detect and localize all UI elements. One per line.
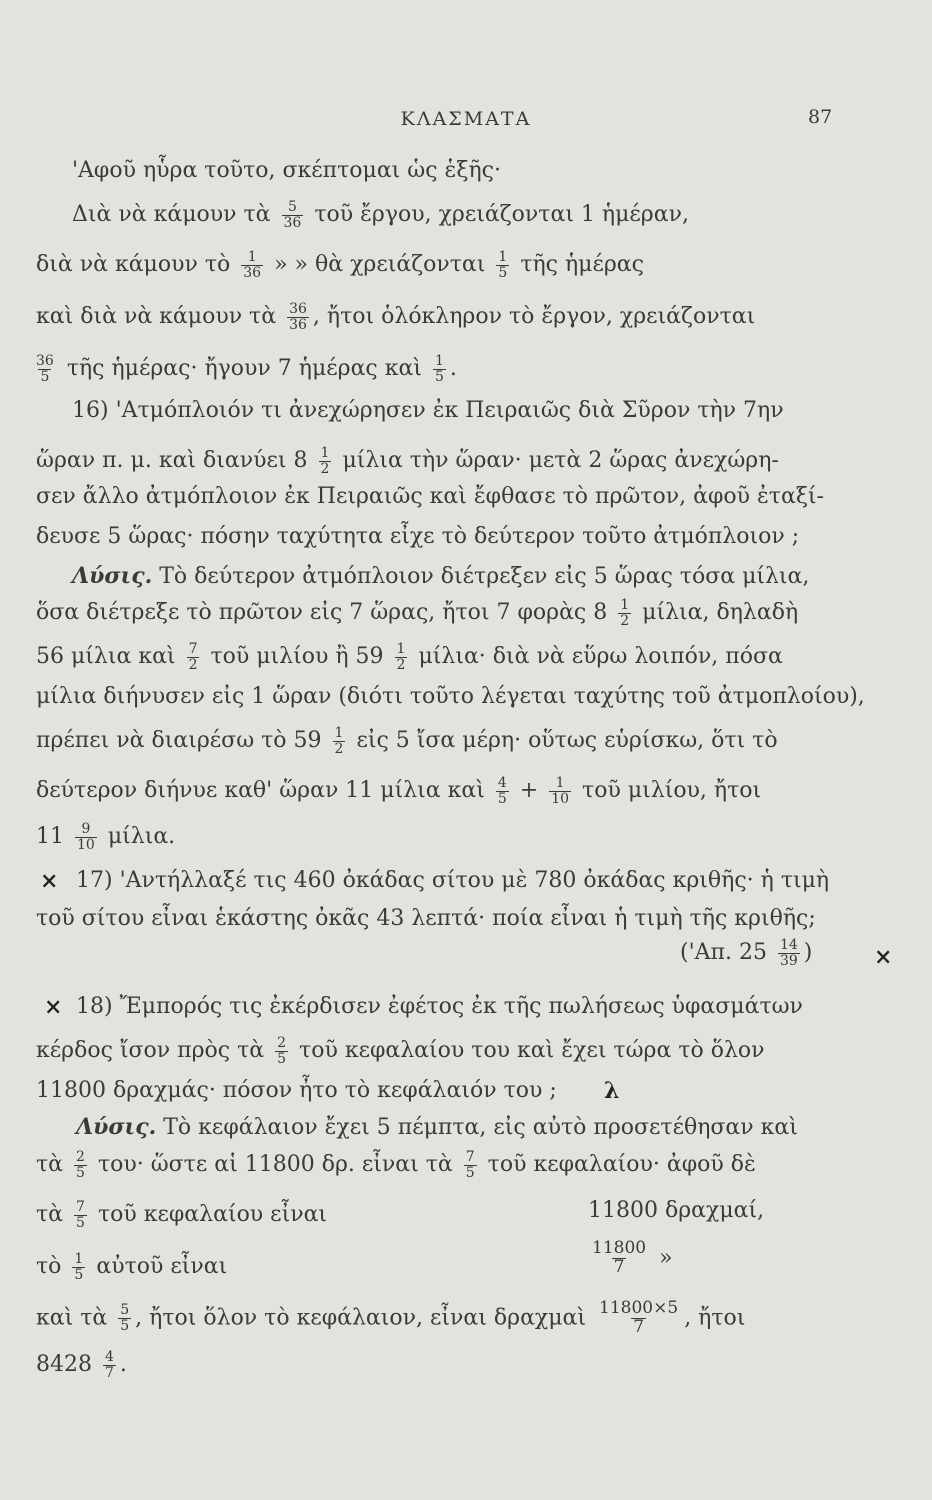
fraction-numerator: 1 [334, 725, 344, 741]
text-run: + [512, 778, 546, 804]
fraction-numerator: 1 [434, 353, 444, 369]
margin-cross-mark: × [44, 994, 63, 1020]
text-line [36, 908, 816, 930]
text-run: μίλια διήνυσεν εἰς 1 ὥραν (διότι τοῦτο λέγεται ταχύτης τοῦ ἀτμοπλοίου), [36, 684, 865, 709]
fraction-denominator: 36 [289, 316, 307, 333]
text-run: τῆς ἡμέρας [513, 252, 644, 278]
text-run: τοῦ μιλίου ἢ 59 [203, 644, 391, 670]
fraction-numerator: 1 [247, 249, 257, 265]
fraction [496, 250, 509, 280]
text-run: . [119, 1352, 127, 1378]
fraction-denominator: 2 [188, 656, 198, 673]
text-run: τὰ [36, 1202, 71, 1228]
fraction [395, 642, 408, 672]
fraction [597, 1300, 680, 1337]
text-run: , ἤτοι ὅλον τὸ κεφάλαιον, εἶναι δραχμαὶ [135, 1305, 594, 1331]
text-run: εἰς 5 ἴσα μέρη· οὕτως εὑρίσκω, ὅτι τὸ [349, 728, 778, 754]
fraction-denominator: 10 [551, 790, 570, 807]
text-line [72, 200, 689, 230]
fraction [778, 938, 800, 968]
text-line [36, 1036, 765, 1066]
text-run: Διὰ νὰ κάμουν τὰ [72, 202, 278, 228]
fraction-numerator: 7 [465, 1149, 475, 1165]
text-run: τοῦ κεφαλαίου του καὶ ἔχει τώρα τὸ ὅλον [292, 1038, 765, 1064]
fraction-numerator: 1 [498, 249, 508, 265]
fraction-numerator: 36 [36, 353, 54, 369]
fraction-denominator: 10 [77, 836, 95, 853]
text-run: τοῦ μιλίου, ἤτοι [575, 778, 762, 804]
text-run: τοῦ κεφαλαίου εἶναι [90, 1202, 328, 1228]
fraction [72, 1252, 85, 1282]
fraction [496, 776, 509, 806]
text-line [36, 1080, 557, 1102]
text-line [36, 686, 865, 708]
text-line [680, 938, 812, 968]
text-run: καὶ τὰ [36, 1305, 115, 1331]
fraction [118, 1303, 131, 1333]
fraction-denominator: 5 [434, 368, 444, 385]
fraction [464, 1150, 477, 1180]
text-run: . [449, 356, 457, 382]
fraction-numerator: 2 [76, 1149, 85, 1165]
text-run: 11800 δραχμαί, [588, 1198, 765, 1223]
text-line [36, 526, 799, 548]
text-run: τὸ [36, 1254, 69, 1280]
fraction-denominator: 2 [334, 740, 344, 757]
fraction-denominator: 7 [104, 1364, 114, 1381]
fraction-numerator: 1 [320, 445, 330, 461]
text-run: , ἤτοι ὁλόκληρον τὸ ἔργον, χρειάζονται [312, 304, 756, 330]
margin-cross-mark: × [40, 868, 59, 894]
text-run: μίλια· διὰ νὰ εὕρω λοιπόν, πόσα [411, 644, 783, 670]
fraction [282, 200, 304, 230]
text-line [36, 822, 175, 852]
fraction [34, 354, 56, 384]
text-run: τῆς ἡμέρας· ἤγουν 7 ἡμέρας καὶ [59, 356, 429, 382]
text-line [36, 1200, 327, 1230]
fraction-numerator: 1 [396, 641, 406, 657]
text-line [36, 250, 644, 280]
fraction-numerator: 7 [188, 641, 198, 657]
fraction-denominator: 7 [613, 1256, 625, 1277]
text-line [76, 996, 803, 1018]
text-run: τοῦ ἔργου, χρειάζονται 1 ἡμέραν, [307, 202, 689, 228]
fraction [74, 1200, 87, 1230]
text-run: τοῦ σίτου εἶναι ἑκάστης ὀκᾶς 43 λεπτά· ποία εἶναι ἡ τιμὴ τῆς κριθῆς; [36, 906, 816, 931]
text-run: πρέπει νὰ διαιρέσω τὸ 59 [36, 728, 329, 754]
text-line [36, 302, 755, 332]
fraction-numerator: 36 [289, 301, 307, 317]
text-run: μίλια τὴν ὥραν· μετὰ 2 ὥρας ἀνεχώρη- [335, 448, 779, 474]
text-run: Τὸ κεφάλαιον ἔχει 5 πέμπτα, εἰς αὐτὸ προσετέθησαν καὶ [156, 1115, 798, 1140]
fraction-numerator: 1 [74, 1251, 84, 1267]
text-line [36, 642, 783, 672]
text-run: 18) Ἔμπορός τις ἐκέρδισεν ἐφέτος ἐκ τῆς πωλήσεως ὑφασμάτων [76, 994, 803, 1019]
fraction [433, 354, 446, 384]
fraction [333, 726, 346, 756]
text-run: κέρδος ἴσον πρὸς τὰ [36, 1038, 272, 1064]
text-line [36, 1252, 227, 1282]
fraction-numerator: 4 [104, 1349, 114, 1365]
margin-mark: λ [604, 1078, 620, 1104]
fraction [187, 642, 200, 672]
fraction [75, 822, 97, 852]
text-line [586, 1240, 673, 1277]
text-line [36, 1350, 127, 1380]
fraction-denominator: 5 [76, 1214, 85, 1231]
fraction-numerator: 4 [497, 775, 507, 791]
fraction [74, 1150, 87, 1180]
fraction-numerator: 7 [76, 1199, 85, 1215]
text-line [36, 726, 778, 756]
fraction-denominator: 5 [497, 790, 507, 807]
fraction-denominator: 5 [120, 1317, 130, 1334]
text-line [72, 565, 809, 588]
text-run: τὰ [36, 1152, 71, 1178]
fraction-numerator: 2 [277, 1035, 287, 1051]
fraction-numerator: 5 [120, 1302, 130, 1319]
running-title: ΚΛΑΣΜΑΤΑ [400, 108, 532, 130]
text-run: 56 μίλια καὶ [36, 644, 183, 670]
fraction-denominator: 5 [498, 264, 508, 281]
text-run: ) [803, 940, 813, 966]
text-line [36, 446, 779, 476]
text-run: 'Αφοῦ ηὗρα τοῦτο, σκέπτομαι ὡς ἑξῆς· [72, 158, 501, 183]
text-run: Τὸ δεύτερον ἀτμόπλοιον διέτρεξεν εἰς 5 ὥρας τόσα μίλια, [152, 564, 810, 589]
fraction [618, 598, 631, 628]
text-line [588, 1200, 764, 1222]
fraction-numerator: 11800×5 [599, 1298, 679, 1318]
fraction-denominator: 2 [396, 656, 406, 673]
fraction-denominator: 7 [633, 1316, 645, 1337]
text-run: σεν ἄλλο ἀτμόπλοιον ἐκ Πειραιῶς καὶ ἔφθασε τὸ πρῶτον, ἀφοῦ ἐταξί- [36, 484, 824, 509]
page-number: 87 [808, 106, 833, 128]
text-line [76, 870, 829, 892]
text-run: δευσε 5 ὥρας· πόσην ταχύτητα εἶχε τὸ δεύτερον τοῦτο ἀτμόπλοιον ; [36, 524, 800, 549]
fraction-numerator: 5 [287, 199, 297, 215]
text-run: 17) 'Αντήλλαξέ τις 460 ὀκάδας σίτου μὲ 780 ὀκάδας κριθῆς· ἡ τιμὴ [76, 868, 830, 893]
text-line [36, 1150, 756, 1180]
text-run: δεύτερον διήνυε καθ' ὥραν 11 μίλια καὶ [36, 778, 492, 804]
fraction-denominator: 36 [243, 264, 262, 281]
text-run: , ἤτοι [684, 1305, 746, 1331]
text-run: 11800 δραχμάς· πόσον ἦτο τὸ κεφάλαιόν του ; [36, 1078, 557, 1103]
fraction [275, 1036, 288, 1066]
fraction [103, 1350, 116, 1380]
fraction-denominator: 5 [74, 1266, 84, 1283]
fraction-denominator: 5 [465, 1164, 475, 1181]
text-run: μίλια, δηλαδὴ [635, 600, 799, 626]
text-line [72, 400, 784, 422]
fraction-denominator: 2 [620, 612, 630, 629]
fraction-denominator: 2 [320, 460, 330, 477]
text-run: μίλια. [100, 824, 176, 850]
solution-label: Λύσις. [76, 1114, 157, 1140]
text-run: 11 [36, 824, 71, 850]
text-line [36, 598, 798, 628]
fraction [287, 302, 309, 332]
text-run: καὶ διὰ νὰ κάμουν τὰ [36, 304, 284, 330]
fraction-numerator: 14 [779, 937, 798, 953]
fraction [549, 776, 571, 806]
fraction-numerator: 1 [620, 597, 630, 613]
text-run: ὥραν π. μ. καὶ διανύει 8 [36, 448, 315, 474]
fraction-denominator: 5 [40, 368, 50, 385]
text-run: » » θὰ χρειάζονται [267, 252, 493, 278]
text-line [30, 354, 457, 384]
text-run: 8428 [36, 1352, 99, 1378]
text-line [36, 1300, 745, 1337]
text-line [36, 486, 824, 508]
fraction-denominator: 36 [283, 214, 302, 231]
solution-label: Λύσις. [72, 563, 153, 589]
fraction-numerator: 1 [555, 775, 565, 791]
text-run: ὅσα διέτρεξε τὸ πρῶτον εἰς 7 ὥρας, ἤτοι 7 φορὰς 8 [36, 600, 615, 626]
text-run: ('Απ. 25 [680, 940, 774, 966]
fraction-denominator: 39 [779, 952, 798, 969]
text-run: αὐτοῦ εἶναι [89, 1254, 228, 1280]
text-run: 16) 'Ατμόπλοιόν τι ἀνεχώρησεν ἐκ Πειραιῶς διὰ Σῦρον τὴν 7ην [72, 398, 784, 423]
fraction-denominator: 5 [277, 1050, 287, 1067]
fraction-denominator: 5 [76, 1164, 85, 1181]
margin-cross-mark: × [874, 944, 893, 970]
fraction-numerator: 9 [81, 821, 91, 837]
text-line [76, 1116, 798, 1139]
text-run: διὰ νὰ κάμουν τὸ [36, 252, 238, 278]
text-run: τοῦ κεφαλαίου· ἀφοῦ δὲ [480, 1152, 756, 1178]
text-line [72, 160, 501, 182]
fraction-numerator: 11800 [592, 1238, 647, 1258]
fraction [319, 446, 332, 476]
text-run: » [652, 1245, 673, 1271]
fraction [590, 1240, 648, 1277]
text-line [36, 776, 761, 806]
text-run: του· ὥστε αἱ 11800 δρ. εἶναι τὰ [90, 1152, 460, 1178]
fraction [241, 250, 263, 280]
